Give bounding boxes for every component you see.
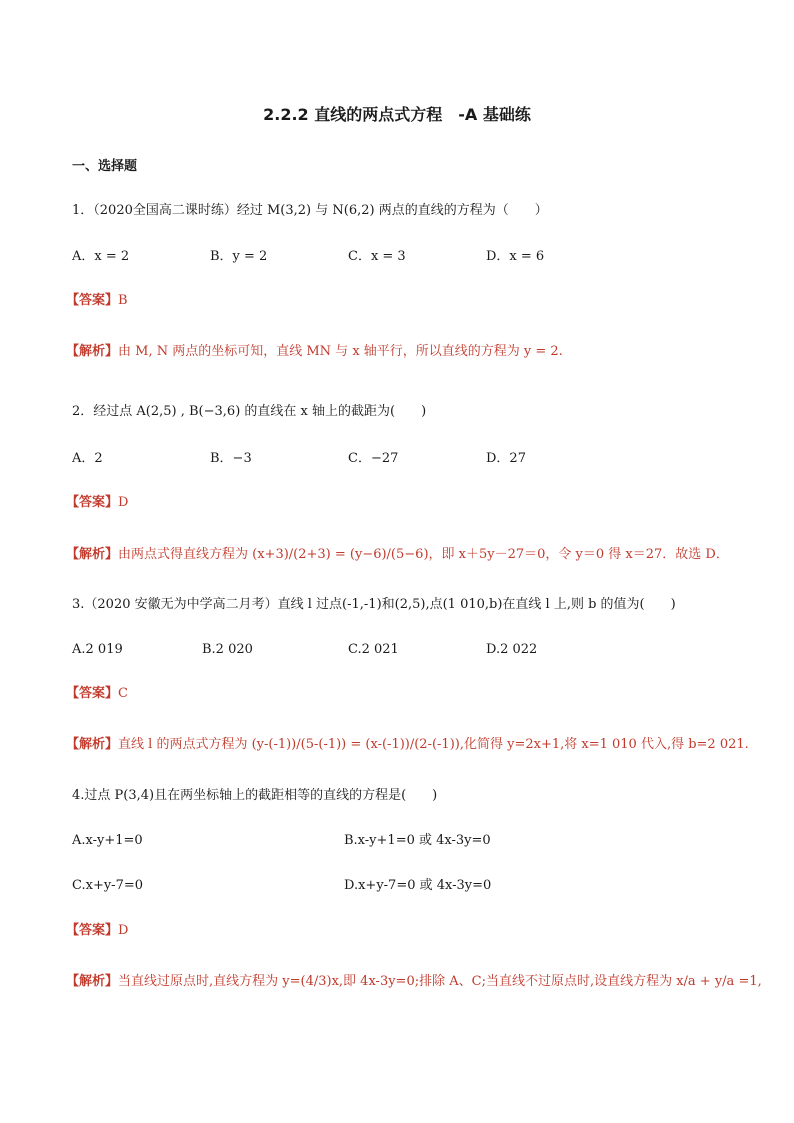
answer-tag: 【答案】 <box>66 686 119 701</box>
question-1-option-d: D．x = 6 <box>486 249 545 264</box>
question-3-option-a: A.2 019 <box>72 642 123 657</box>
question-1-option-c: C．x = 3 <box>348 249 406 264</box>
question-4-analysis <box>66 973 762 991</box>
question-4-stem: 4.过点 P(3,4)且在两坐标轴上的截距相等的直线的方程是( ) <box>72 788 438 803</box>
analysis-text: 由 M, N 两点的坐标可知，直线 MN 与 x 轴平行，所以直线的方程为 y = 2. <box>118 344 563 359</box>
question-2-option-b: B．−3 <box>210 451 252 466</box>
analysis-tag: 【解析】 <box>66 547 119 562</box>
answer-value: D <box>118 923 129 938</box>
analysis-text: 直线 l 的两点式方程为 (y-(-1))/(5-(-1)) = (x-(-1))/(2-(-1)),化简得 y=2x+1,将 x=1 010 代入,得 b=2 021. <box>118 737 749 752</box>
question-1-option-a: A．x = 2 <box>72 249 130 264</box>
analysis-text: 当直线过原点时,直线方程为 y=(4/3)x,即 4x-3y=0;排除 A、C;当直线不过原点时,设直线方程为 x/a + y/a =1, <box>118 974 762 989</box>
question-2-answer <box>66 494 128 512</box>
question-1-answer <box>66 292 128 310</box>
question-1-option-b: B．y = 2 <box>210 249 268 264</box>
answer-value: C <box>118 686 128 701</box>
page-title: 2.2.2 直线的两点式方程 -A 基础练 <box>263 105 531 124</box>
question-3-option-b: B.2 020 <box>202 642 253 657</box>
question-3-option-d: D.2 022 <box>486 642 538 657</box>
question-2-stem: 2．经过点 A(2,5) , B(−3,6) 的直线在 x 轴上的截距为( ) <box>72 404 427 419</box>
question-2-option-d: D．27 <box>486 451 526 466</box>
analysis-tag: 【解析】 <box>66 344 119 359</box>
question-2-analysis <box>66 546 729 564</box>
question-3-option-c: C.2 021 <box>348 642 399 657</box>
question-4-option-a: A.x-y+1=0 <box>72 833 143 848</box>
question-4-option-d: D.x+y-7=0 或 4x-3y=0 <box>344 878 492 893</box>
analysis-text: 由两点式得直线方程为 (x+3)/(2+3) = (y−6)/(5−6)，即 x＋5y－27＝0，令 y＝0 得 x＝27．故选 D． <box>118 547 729 562</box>
analysis-tag: 【解析】 <box>66 737 119 752</box>
question-4-option-b: B.x-y+1=0 或 4x-3y=0 <box>344 833 491 848</box>
answer-tag: 【答案】 <box>66 923 119 938</box>
question-3-answer <box>66 685 128 703</box>
section-heading: 一、选择题 <box>72 159 138 174</box>
question-3-stem: 3.（2020 安徽无为中学高二月考）直线 l 过点(-1,-1)和(2,5),点(1 010,b)在直线 l 上,则 b 的值为( ) <box>72 597 676 612</box>
question-4-answer <box>66 922 128 940</box>
question-1-analysis <box>66 343 563 361</box>
question-4-option-c: C.x+y-7=0 <box>72 878 144 893</box>
answer-value: B <box>118 293 128 308</box>
answer-tag: 【答案】 <box>66 495 119 510</box>
question-3-analysis <box>66 736 749 754</box>
analysis-tag: 【解析】 <box>66 974 119 989</box>
answer-value: D <box>118 495 129 510</box>
question-1-stem: 1．（2020全国高二课时练）经过 M(3,2) 与 N(6,2) 两点的直线的方程为（ ） <box>72 203 548 218</box>
answer-tag: 【答案】 <box>66 293 119 308</box>
question-2-option-c: C．−27 <box>348 451 399 466</box>
question-2-option-a: A．2 <box>72 451 103 466</box>
